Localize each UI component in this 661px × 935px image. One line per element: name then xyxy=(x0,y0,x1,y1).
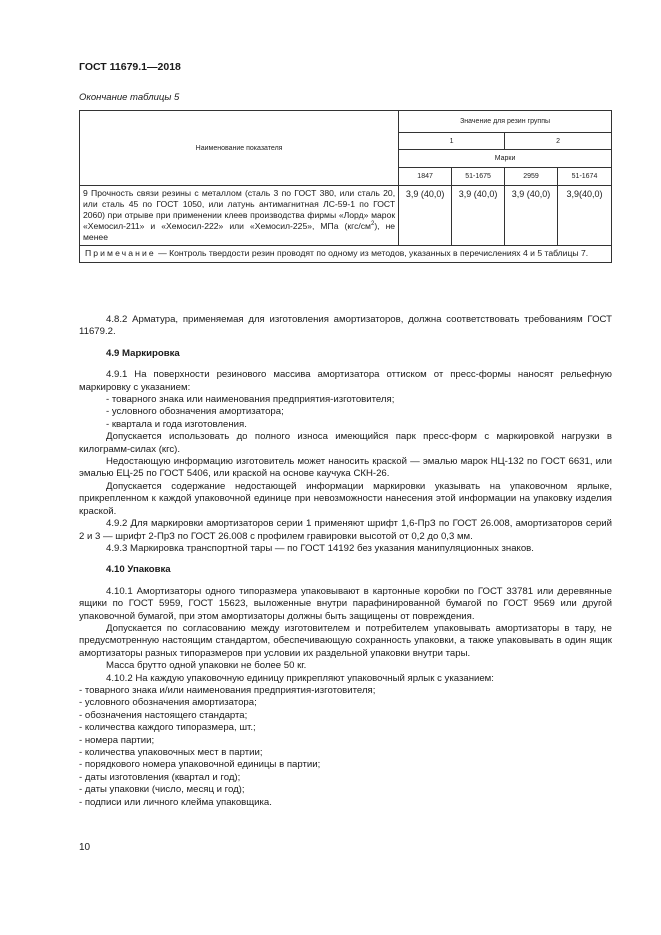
section-heading-packaging: 4.10 Упаковка xyxy=(106,564,171,576)
paragraph-4-9-3: 4.9.3 Маркировка транспортной тары — по ГОСТ 14192 без указания манипуляционных знаков. xyxy=(106,542,534,554)
paragraph-4-9-2: 4.9.2 Для маркировки амортизаторов серии 1 применяют шрифт 1,6-ПрЗ по ГОСТ 26.008, амортизаторов серий 2 и 3 — шрифт 2-ПрЗ по ГОСТ 26.008 с профилем гравировки высотой от 0,2 до 0,3 мм. xyxy=(79,518,612,542)
row-value: 3,9 (40,0) xyxy=(452,186,505,246)
list-item: - даты изготовления (квартал и год); xyxy=(79,771,241,783)
row-value: 3,9 (40,0) xyxy=(505,186,558,246)
header-value-for-groups: Значение для резин группы xyxy=(399,111,612,133)
paragraph-label-info: Допускается содержание недостающей информации маркировки указывать на упаковочном ярлыке, прикрепленном к каждой упаковочной единице при невозможности нанесения этой информации на упаковку изделия краской. xyxy=(79,480,612,517)
paragraph-4-10-2: 4.10.2 На каждую упаковочную единицу прикрепляют упаковочный ярлык с указанием: xyxy=(106,672,494,684)
list-item: - обозначения настоящего стандарта; xyxy=(79,709,248,721)
properties-table xyxy=(79,110,612,263)
page-number: 10 xyxy=(79,842,91,853)
list-item: - подписи или личного клейма упаковщика. xyxy=(79,796,272,808)
header-group-2: 2 xyxy=(505,133,612,150)
list-item: - количества каждого типоразмера, шт.; xyxy=(79,722,256,734)
list-item: - товарного знака или наименования предприятия-изготовителя; xyxy=(106,394,395,406)
paragraph-4-9-1: 4.9.1 На поверхности резинового массива амортизатора оттиском от пресс-формы наносят рельефную маркировку с указанием: xyxy=(79,369,612,393)
row-parameter-name: 9 Прочность связи резины с металлом (сталь 3 по ГОСТ 380, или сталь 20, или сталь 45 по ГОСТ 1050, или латунь антимагнитная ЛС-59-1 по ГОСТ 2060) при отрыве при применении клеев производства фирмы «Лорд» марок «Хемосил-211» и «Хемосил-222» или «Хемосил-225», МПа $(кгс/см^2)$, не менее xyxy=(80,186,399,246)
document-body xyxy=(79,314,612,809)
table-row xyxy=(80,186,612,246)
list-item: - условного обозначения амортизатора; xyxy=(106,406,284,418)
list-item: - условного обозначения амортизатора; xyxy=(79,697,257,709)
list-item: - товарного знака и/или наименования предприятия-изготовителя; xyxy=(79,684,376,696)
row-value: 3,9(40,0) xyxy=(558,186,612,246)
header-group-1: 1 xyxy=(399,133,505,150)
list-item: - квартала и года изготовления. xyxy=(106,418,247,430)
header-marks: Марки xyxy=(399,150,612,168)
paragraph-4-8-2: 4.8.2 Арматура, применяемая для изготовления амортизаторов, должна соответствовать требованиям ГОСТ 11679.2. xyxy=(79,314,612,338)
table-note-row xyxy=(80,246,612,263)
paragraph-4-10-1: 4.10.1 Амортизаторы одного типоразмера упаковывают в картонные коробки по ГОСТ 33781 или деревянные ящики по ГОСТ 5959, ГОСТ 15623, выложенные внутри парафинированной бумагой по ГОСТ 9569 или другой упаковочной бумагой, при этом амортизаторы должны быть защищены от повреждения. xyxy=(79,585,612,622)
document-header: ГОСТ 11679.1—2018 xyxy=(79,61,181,73)
paragraph-paint: Недостающую информацию изготовитель может наносить краской — эмалью марок НЦ-132 по ГОСТ 6631, или эмалью ЕЦ-25 по ГОСТ 5406, или краской на основе каучука СКН-26. xyxy=(79,456,612,480)
row-value: 3,9 (40,0) xyxy=(399,186,452,246)
header-parameter-name: Наименование показателя xyxy=(80,111,399,186)
header-mark: 51-1674 xyxy=(558,168,612,186)
list-item: - номера партии; xyxy=(79,734,155,746)
list-item: - даты упаковки (число, месяц и год); xyxy=(79,784,245,796)
list-item: - порядкового номера упаковочной единицы в партии; xyxy=(79,759,321,771)
paragraph-agreement: Допускается по согласованию между изготовителем и потребителем упаковывать амортизаторы в тару, не предусмотренную настоящим стандартом, обеспечивающую сохранность упаковки, а также упаковывать в один ящик амортизаторы разных типоразмеров при условии их раздельной упаковки внутри тары. xyxy=(79,622,612,659)
paragraph-mass: Масса брутто одной упаковки не более 50 кг. xyxy=(106,660,307,672)
section-heading-marking: 4.9 Маркировка xyxy=(106,347,180,359)
table-caption: Окончание таблицы 5 xyxy=(79,92,180,103)
header-mark: 2959 xyxy=(505,168,558,186)
header-mark: 1847 xyxy=(399,168,452,186)
header-mark: 51-1675 xyxy=(452,168,505,186)
list-item: - количества упаковочных мест в партии; xyxy=(79,747,263,758)
table-note: Примечание — Контроль твердости резин проводят по одному из методов, указанных в перечислениях 4 и 5 таблицы 7. xyxy=(80,246,612,263)
paragraph-press-forms: Допускается использовать до полного износа имеющийся парк пресс-форм с маркировкой нагрузки в килограмм-силах (кгс). xyxy=(79,431,612,455)
